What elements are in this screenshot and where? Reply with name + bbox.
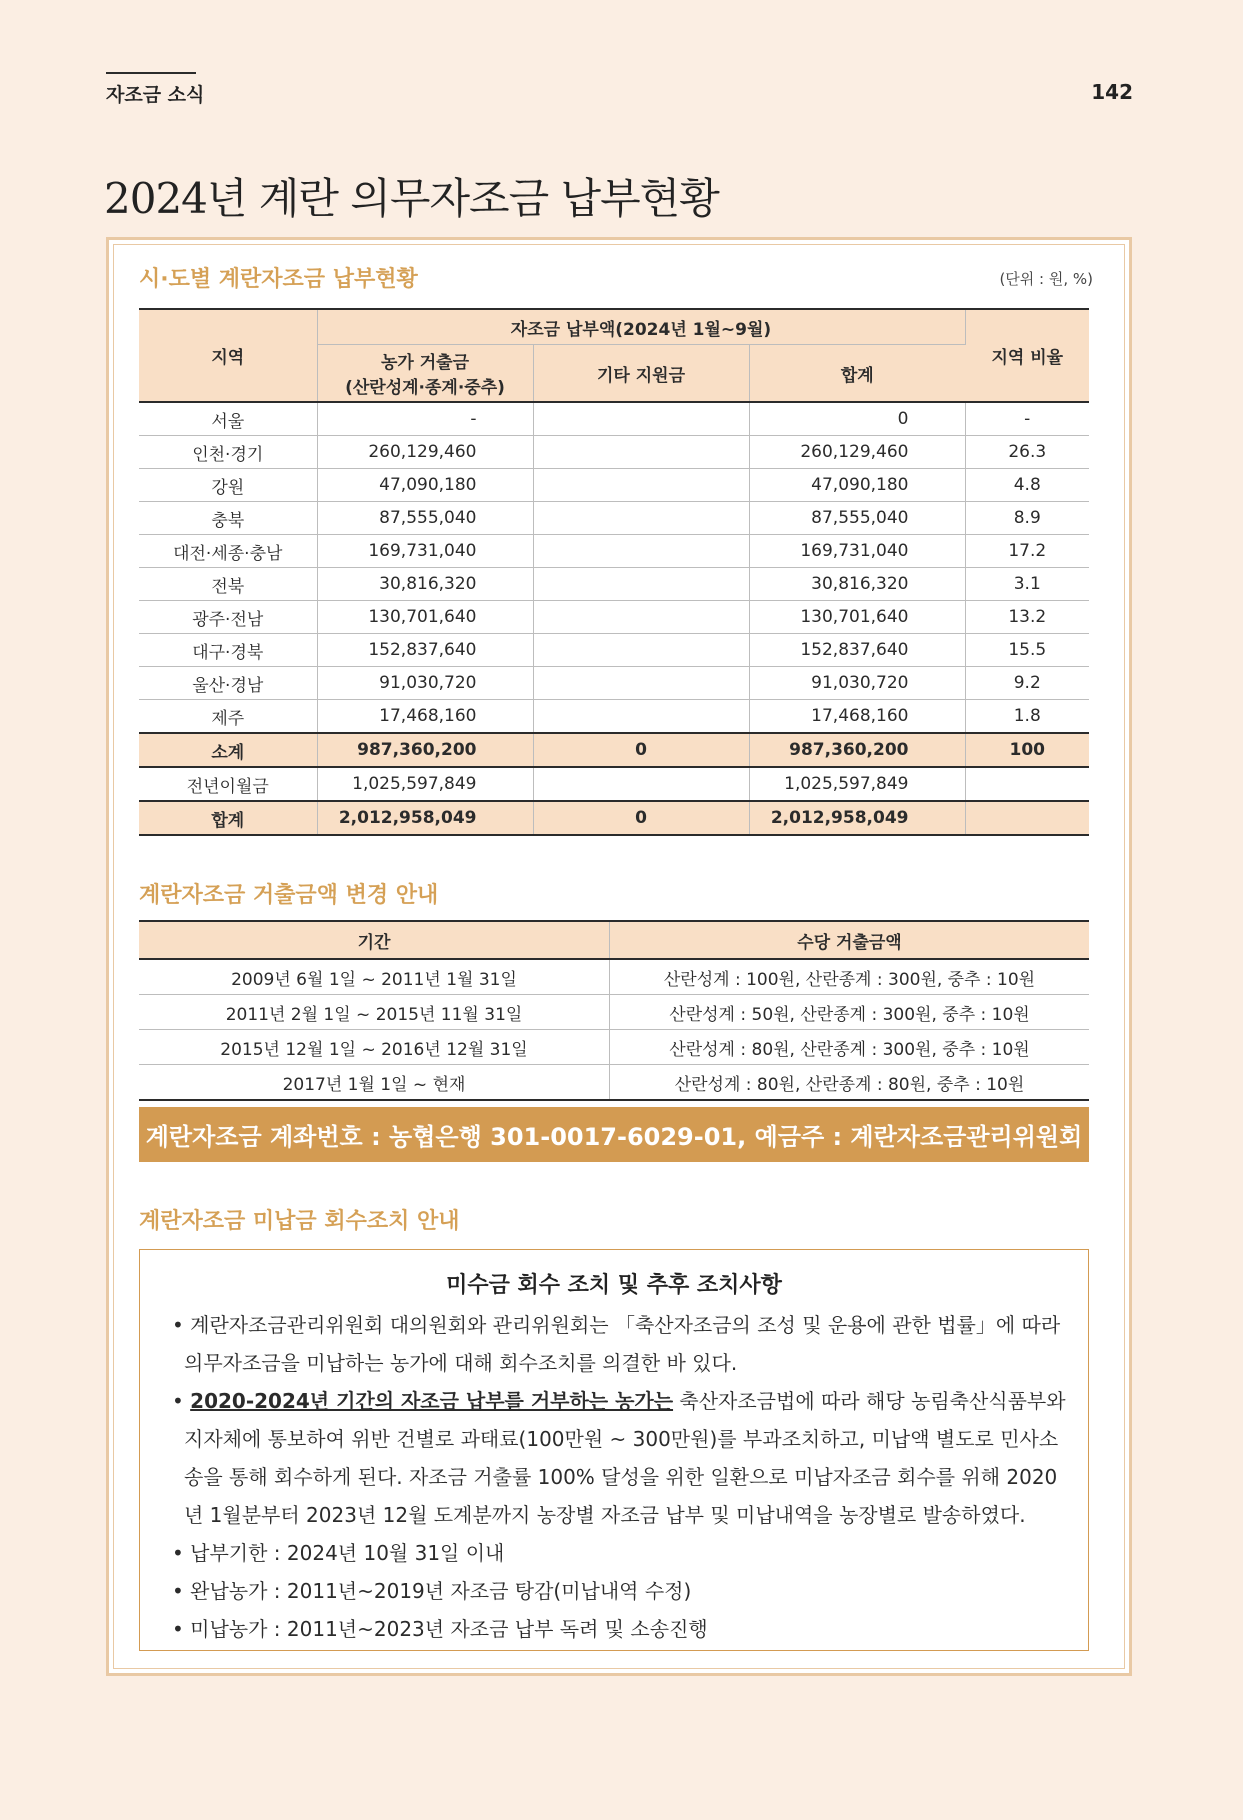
cell-total: 152,837,640 [749, 634, 965, 667]
cell-farm: 1,025,597,849 [317, 767, 533, 801]
notice-bullet: • 납부기한 : 2024년 10월 31일 이내 [172, 1541, 505, 1565]
table-row [139, 767, 1089, 801]
table-row [139, 1065, 1089, 1101]
cell-farm: 47,090,180 [317, 469, 533, 502]
notice-box [139, 1249, 1089, 1651]
cell-other [533, 568, 749, 601]
cell-total: 91,030,720 [749, 667, 965, 700]
notice-body [166, 1306, 1066, 1648]
cell-region: 제주 [139, 700, 317, 734]
cell-ratio: 26.3 [965, 436, 1089, 469]
cell-other [533, 634, 749, 667]
cell-ratio: 4.8 [965, 469, 1089, 502]
header-other: 기타 지원금 [533, 345, 749, 403]
cell-other [533, 667, 749, 700]
table-row [139, 1030, 1089, 1065]
cell-region: 광주·전남 [139, 601, 317, 634]
cell-total: 1,025,597,849 [749, 767, 965, 801]
cell-region: 대구·경북 [139, 634, 317, 667]
cell-ratio: 17.2 [965, 535, 1089, 568]
cell-region: 서울 [139, 402, 317, 436]
cell-ratio: 13.2 [965, 601, 1089, 634]
changes-subtitle: 계란자조금 거출금액 변경 안내 [139, 883, 439, 908]
cell-total: 987,360,200 [749, 733, 965, 767]
unit-note: (단위 : 원, %) [999, 270, 1093, 288]
cell-total: 0 [749, 402, 965, 436]
header-farm-line1: 농가 거출금 [380, 353, 470, 373]
cell-total: 30,816,320 [749, 568, 965, 601]
page-title: 2024년 계란 의무자조금 납부현황 [104, 174, 719, 223]
cell-farm: 130,701,640 [317, 601, 533, 634]
cell-other [533, 535, 749, 568]
cell-other [533, 700, 749, 734]
cell-period: 2009년 6월 1일 ~ 2011년 1월 31일 [139, 959, 610, 995]
regional-subtitle: 시·도별 계란자조금 납부현황 [139, 267, 418, 292]
cell-farm: 91,030,720 [317, 667, 533, 700]
cell-farm: - [317, 402, 533, 436]
section-label: 자조금 소식 [106, 84, 205, 106]
cell-other [533, 402, 749, 436]
cell-region: 전북 [139, 568, 317, 601]
notice-bullet: • 계란자조금관리위원회 대의원회와 관리위원회는 「축산자조금의 조성 및 운용에 관한 법률」에 따라 의무자조금을 미납하는 농가에 대해 회수조치를 의결한 바 있다. [172, 1313, 1061, 1375]
cell-other [533, 601, 749, 634]
cell-total: 260,129,460 [749, 436, 965, 469]
regional-table [139, 308, 1089, 836]
cell-total: 87,555,040 [749, 502, 965, 535]
header-period: 기간 [139, 921, 610, 959]
cell-farm: 17,468,160 [317, 700, 533, 734]
cell-ratio: 3.1 [965, 568, 1089, 601]
notice-bullet: • 미납농가 : 2011년~2023년 자조금 납부 독려 및 소송진행 [172, 1617, 708, 1641]
cell-ratio: 1.8 [965, 700, 1089, 734]
cell-total: 17,468,160 [749, 700, 965, 734]
collection-subtitle: 계란자조금 미납금 회수조치 안내 [139, 1209, 460, 1234]
notice-bullet: • 완납농가 : 2011년~2019년 자조금 탕감(미납내역 수정) [172, 1579, 692, 1603]
header-total: 합계 [749, 345, 965, 403]
cell-other [533, 502, 749, 535]
notice-bullet: • 2020-2024년 기간의 자조금 납부를 거부하는 농가는 축산자조금법에 따라 해당 농림축산식품부와 지자체에 통보하여 위반 건별로 과태료(100만원 ~ 300만원)를 부과조치하고, 미납액 별도로 민사소송을 통해 회수하게 된다. 자조금 거출률 100% 달성을 위한 일환으로 미납자조금 회수를 위해 2020년 1월분부터 2023년 12월 도계분까지 농장별 자조금 납부 및 미납내역을 농장별로 발송하였다. [172, 1389, 1066, 1527]
table-row [139, 700, 1089, 734]
header-group: 자조금 납부액(2024년 1월~9월) [317, 309, 965, 345]
cell-farm: 2,012,958,049 [317, 801, 533, 835]
cell-other: 0 [533, 733, 749, 767]
cell-ratio: 15.5 [965, 634, 1089, 667]
account-banner: 계란자조금 계좌번호 : 농협은행 301-0017-6029-01, 예금주 : 계란자조금관리위원회 [139, 1107, 1089, 1162]
cell-region: 전년이월금 [139, 767, 317, 801]
cell-ratio: 100 [965, 733, 1089, 767]
cell-total: 130,701,640 [749, 601, 965, 634]
table-row [139, 436, 1089, 469]
cell-ratio: 8.9 [965, 502, 1089, 535]
header-farm-line2: (산란성계·종계·중추) [345, 378, 505, 398]
cell-other [533, 767, 749, 801]
cell-region: 충북 [139, 502, 317, 535]
header-ratio: 지역 비율 [965, 309, 1089, 402]
header-farm [317, 345, 533, 403]
cell-total: 47,090,180 [749, 469, 965, 502]
table-row [139, 634, 1089, 667]
cell-amount: 산란성계 : 80원, 산란종계 : 300원, 중추 : 10원 [610, 1030, 1090, 1065]
table-row [139, 568, 1089, 601]
cell-region: 인천·경기 [139, 436, 317, 469]
cell-farm: 169,731,040 [317, 535, 533, 568]
notice-title: 미수금 회수 조치 및 추후 조치사항 [446, 1273, 782, 1298]
bullet-text: 납부기한 : 2024년 10월 31일 이내 [190, 1541, 505, 1565]
page-number: 142 [1091, 80, 1133, 104]
header-amount: 수당 거출금액 [610, 921, 1090, 959]
table-row [139, 535, 1089, 568]
table-row [139, 801, 1089, 835]
cell-amount: 산란성계 : 80원, 산란종계 : 80원, 중추 : 10원 [610, 1065, 1090, 1101]
bullet-emphasis: 2020-2024년 기간의 자조금 납부를 거부하는 농가는 [190, 1389, 674, 1413]
cell-amount: 산란성계 : 100원, 산란종계 : 300원, 중추 : 10원 [610, 959, 1090, 995]
cell-ratio [965, 767, 1089, 801]
bullet-text: 계란자조금관리위원회 대의원회와 관리위원회는 「축산자조금의 조성 및 운용에 관한 법률」에 따라 의무자조금을 미납하는 농가에 대해 회수조치를 의결한 바 있다. [184, 1313, 1061, 1375]
bullet-text: 축산자조금법에 따라 해당 농림축산식품부와 지자체에 통보하여 위반 건별로 과태료(100만원 ~ 300만원)를 부과조치하고, 미납액 별도로 민사소송을 통해 회수하게 된다. 자조금 거출률 100% 달성을 위한 일환으로 미납자조금 회수를 위해 2020년 1월분부터 2023년 12월 도계분까지 농장별 자조금 납부 및 미납내역을 농장별로 발송하였다. [184, 1389, 1066, 1527]
header-region: 지역 [139, 309, 317, 402]
table-row [139, 995, 1089, 1030]
cell-total: 2,012,958,049 [749, 801, 965, 835]
cell-farm: 87,555,040 [317, 502, 533, 535]
cell-ratio: 9.2 [965, 667, 1089, 700]
cell-other [533, 436, 749, 469]
cell-ratio [965, 801, 1089, 835]
cell-other: 0 [533, 801, 749, 835]
cell-period: 2011년 2월 1일 ~ 2015년 11월 31일 [139, 995, 610, 1030]
table-row [139, 959, 1089, 995]
cell-ratio: - [965, 402, 1089, 436]
cell-amount: 산란성계 : 50원, 산란종계 : 300원, 중추 : 10원 [610, 995, 1090, 1030]
table-row [139, 502, 1089, 535]
cell-farm: 987,360,200 [317, 733, 533, 767]
bullet-text: 완납농가 : 2011년~2019년 자조금 탕감(미납내역 수정) [190, 1579, 692, 1603]
table-row [139, 667, 1089, 700]
table-row [139, 733, 1089, 767]
cell-period: 2017년 1월 1일 ~ 현재 [139, 1065, 610, 1101]
cell-total: 169,731,040 [749, 535, 965, 568]
changes-table [139, 920, 1089, 1101]
table-row [139, 402, 1089, 436]
cell-farm: 30,816,320 [317, 568, 533, 601]
cell-region: 울산·경남 [139, 667, 317, 700]
cell-region: 강원 [139, 469, 317, 502]
bullet-text: 미납농가 : 2011년~2023년 자조금 납부 독려 및 소송진행 [190, 1617, 708, 1641]
cell-farm: 260,129,460 [317, 436, 533, 469]
table-row [139, 469, 1089, 502]
section-rule [106, 72, 196, 74]
cell-region: 대전·세종·충남 [139, 535, 317, 568]
cell-region: 합계 [139, 801, 317, 835]
cell-other [533, 469, 749, 502]
cell-farm: 152,837,640 [317, 634, 533, 667]
cell-period: 2015년 12월 1일 ~ 2016년 12월 31일 [139, 1030, 610, 1065]
table-row [139, 601, 1089, 634]
cell-region: 소계 [139, 733, 317, 767]
